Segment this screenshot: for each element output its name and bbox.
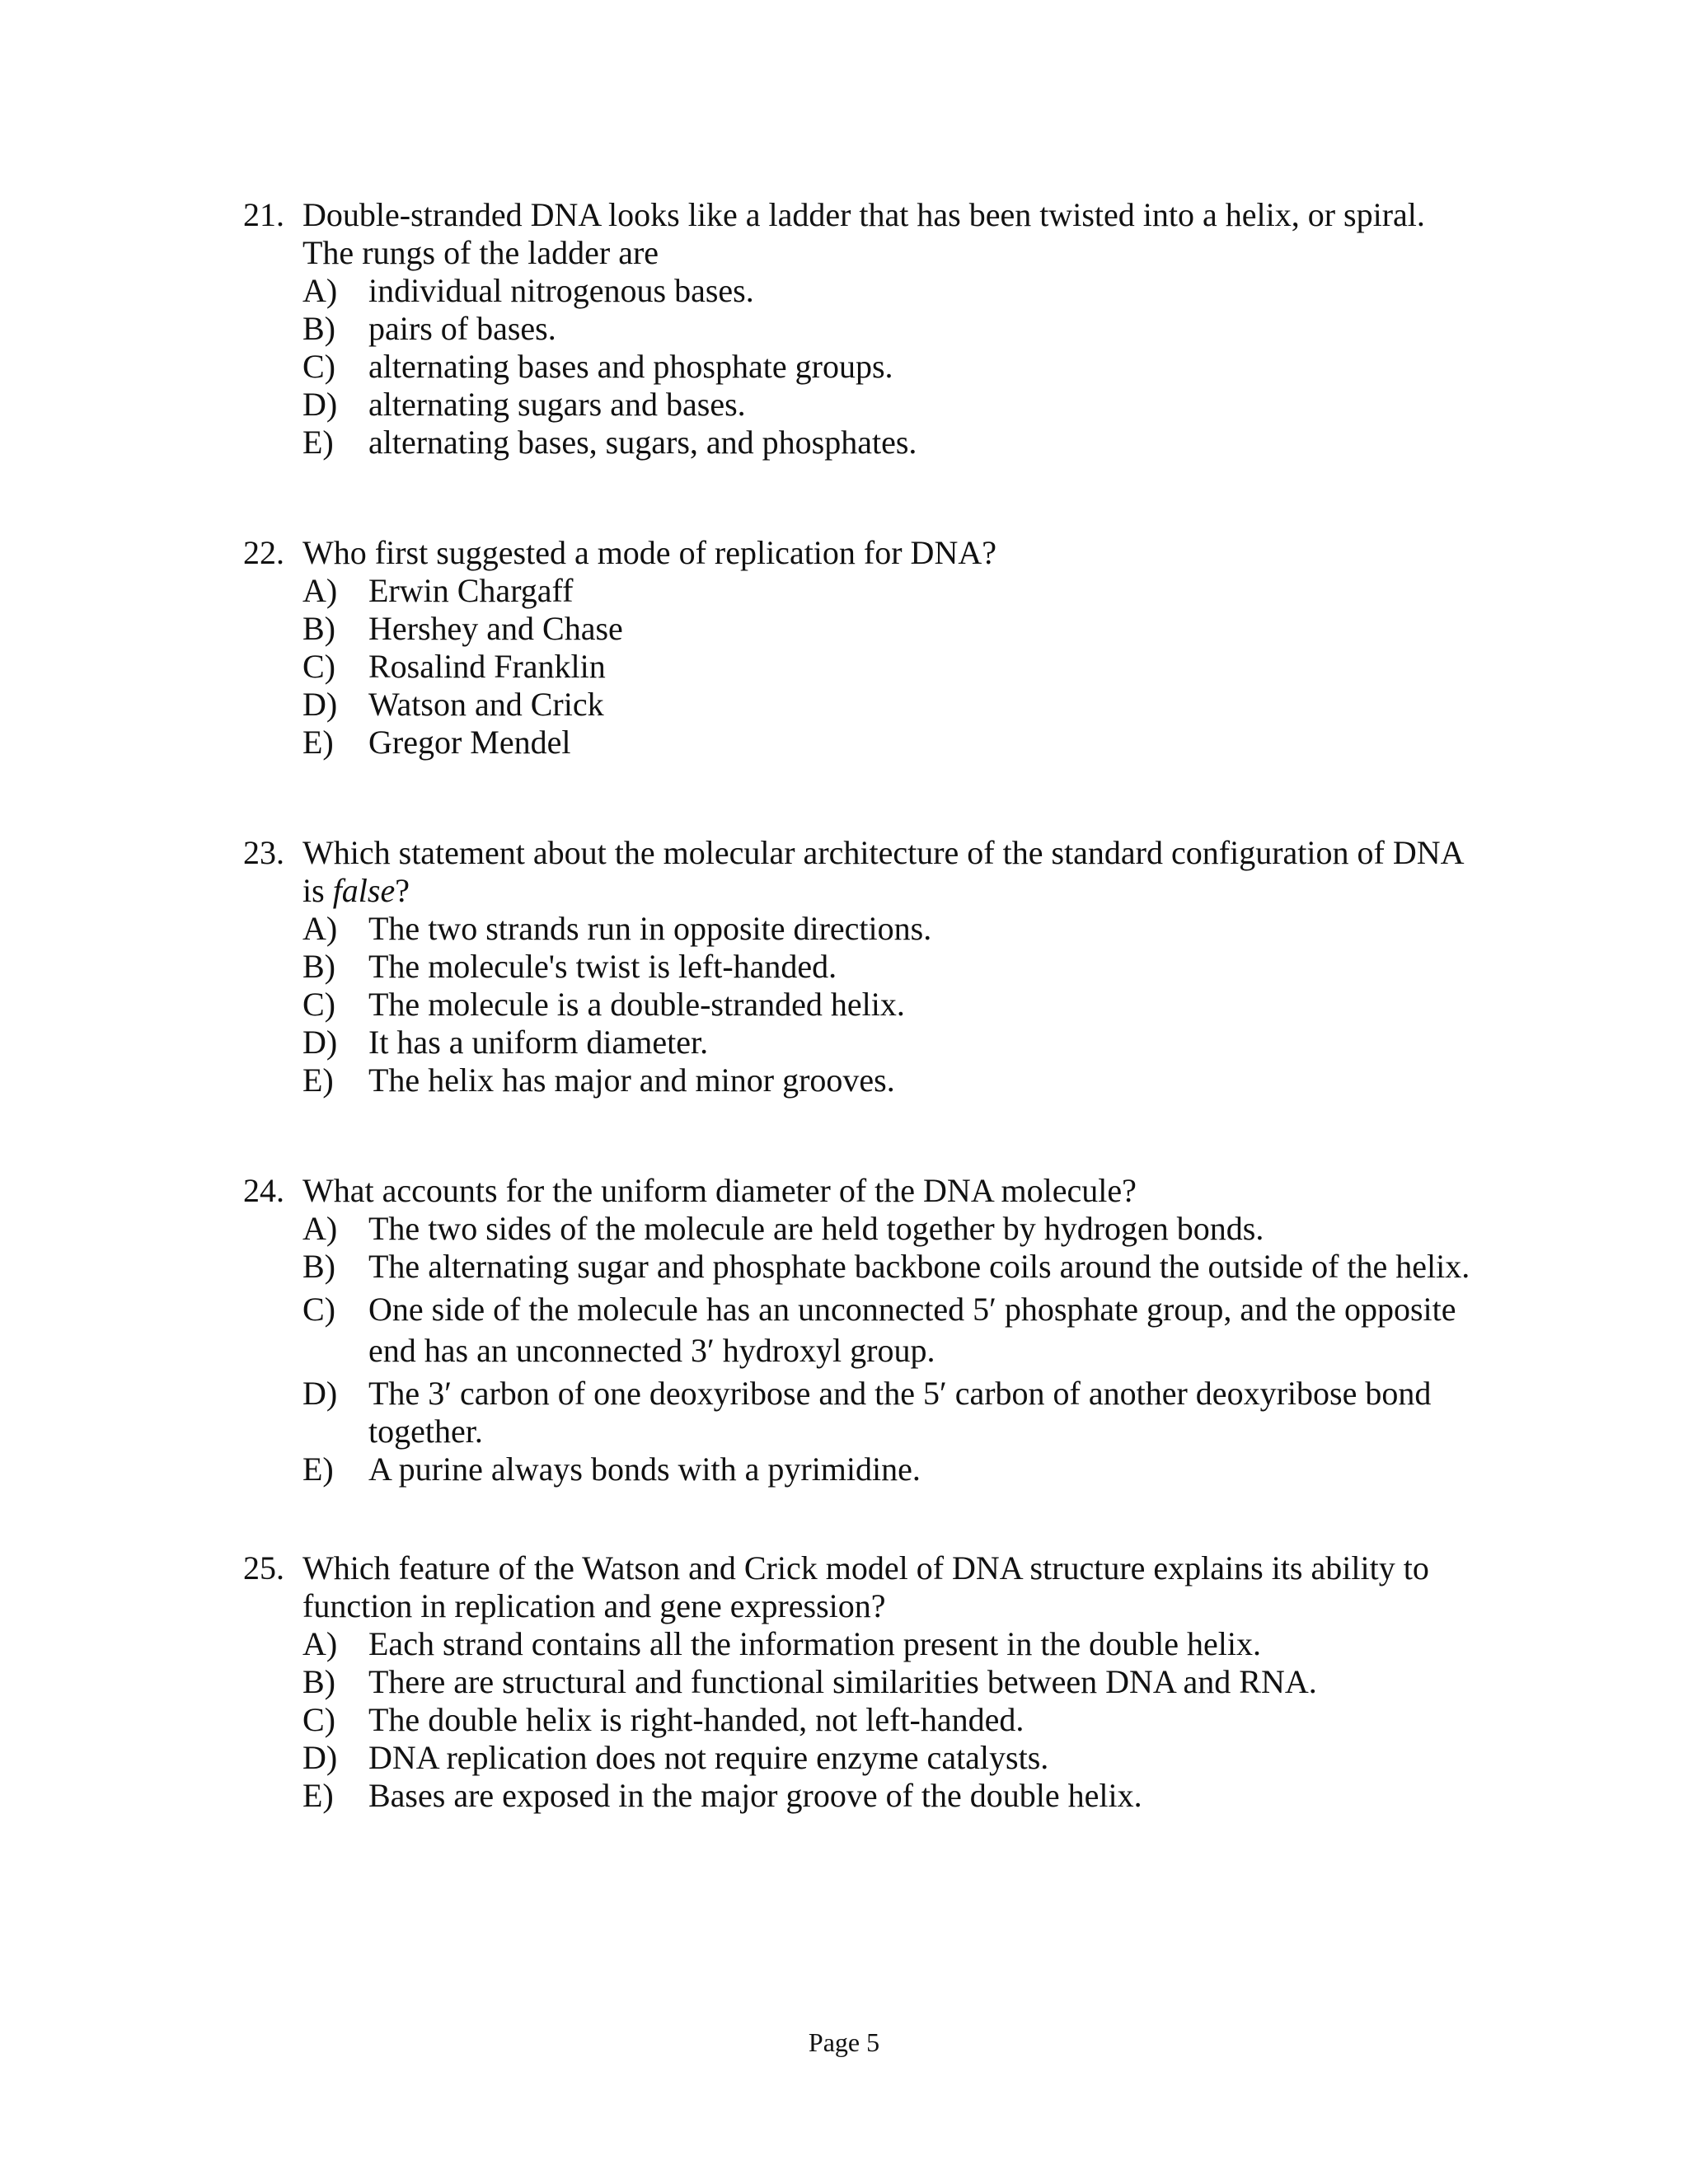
option-c	[243, 348, 1479, 386]
option-letter: E)	[302, 1777, 334, 1814]
option-letter: B)	[302, 610, 335, 647]
option-d	[243, 1739, 1479, 1777]
option-letter: A)	[302, 272, 338, 309]
option-text: alternating sugars and bases.	[368, 386, 746, 423]
option-letter: C)	[302, 986, 335, 1023]
question-number: 25.	[243, 1549, 284, 1586]
option-letter: A)	[302, 910, 338, 947]
option-text: alternating bases and phosphate groups.	[368, 348, 893, 385]
option-letter: B)	[302, 948, 335, 985]
option-letter: A)	[302, 1210, 338, 1247]
question-stem	[243, 834, 1479, 910]
option-b	[243, 310, 1479, 348]
option-letter: D)	[302, 1375, 338, 1412]
question-text: Who first suggested a mode of replication for DNA?	[302, 534, 996, 571]
option-letter: C)	[302, 1291, 335, 1328]
option-e	[243, 1062, 1479, 1099]
option-text: A purine always bonds with a pyrimidine.	[368, 1451, 921, 1488]
option-a	[243, 1625, 1479, 1663]
question-22	[243, 534, 1479, 762]
question-23	[243, 834, 1479, 1099]
option-d	[243, 386, 1479, 424]
option-letter: E)	[302, 724, 334, 761]
question-stem	[243, 1549, 1479, 1625]
question-24	[243, 1172, 1479, 1488]
option-d	[243, 686, 1479, 724]
option-text: The molecule's twist is left-handed.	[368, 948, 837, 985]
page-number: Page 5	[808, 2027, 880, 2057]
option-d	[243, 1024, 1479, 1062]
option-letter: D)	[302, 1739, 338, 1776]
option-b	[243, 1663, 1479, 1701]
option-a	[243, 910, 1479, 948]
option-letter: A)	[302, 572, 338, 609]
option-letter: D)	[302, 1024, 338, 1061]
option-text: individual nitrogenous bases.	[368, 272, 754, 309]
option-text: Gregor Mendel	[368, 724, 571, 761]
question-text-part: Which statement about the molecular architecture of the standard configuration of DNA is	[302, 834, 1463, 909]
option-e	[243, 724, 1479, 762]
option-text: Each strand contains all the information present in the double helix.	[368, 1625, 1262, 1662]
option-text: Erwin Chargaff	[368, 572, 574, 609]
option-a	[243, 1210, 1479, 1248]
option-letter: E)	[302, 424, 334, 461]
option-list	[243, 272, 1479, 462]
option-text: The molecule is a double-stranded helix.	[368, 986, 905, 1023]
question-stem	[243, 1172, 1479, 1210]
emphasized-word: false	[332, 872, 396, 909]
option-text: Rosalind Franklin	[368, 648, 606, 685]
option-text: One side of the molecule has an unconnected 5′ phosphate group, and the opposite end has an unconnected 3′ hydroxyl group.	[368, 1291, 1456, 1369]
option-c	[243, 1701, 1479, 1739]
option-a	[243, 572, 1479, 610]
option-c	[243, 648, 1479, 686]
option-letter: B)	[302, 1248, 335, 1285]
option-b	[243, 610, 1479, 648]
option-text: Watson and Crick	[368, 686, 604, 723]
option-text: The 3′ carbon of one deoxyribose and the 5′ carbon of another deoxyribose bond together.	[368, 1375, 1432, 1450]
question-number: 22.	[243, 534, 284, 571]
option-list	[243, 910, 1479, 1099]
option-a	[243, 272, 1479, 310]
option-letter: D)	[302, 686, 338, 723]
question-text: Which feature of the Watson and Crick model of DNA structure explains its ability to function in replication and gene expression?	[302, 1549, 1429, 1624]
option-letter: E)	[302, 1451, 334, 1488]
option-letter: A)	[302, 1625, 338, 1662]
option-c	[243, 986, 1479, 1024]
option-letter: C)	[302, 348, 335, 385]
option-text: DNA replication does not require enzyme catalysts.	[368, 1739, 1049, 1776]
question-stem	[243, 196, 1479, 272]
option-text: The helix has major and minor grooves.	[368, 1062, 895, 1099]
question-text	[302, 834, 1462, 909]
option-e	[243, 424, 1479, 462]
option-list	[243, 1625, 1479, 1815]
option-text: There are structural and functional similarities between DNA and RNA.	[368, 1663, 1317, 1700]
option-letter: C)	[302, 648, 335, 685]
option-text: The two strands run in opposite directions.	[368, 910, 932, 947]
option-text: pairs of bases.	[368, 310, 556, 347]
option-e	[243, 1451, 1479, 1488]
option-b	[243, 1248, 1479, 1286]
option-d	[243, 1375, 1479, 1451]
option-c	[243, 1289, 1479, 1371]
option-text: The alternating sugar and phosphate backbone coils around the outside of the helix.	[368, 1248, 1470, 1285]
option-text: alternating bases, sugars, and phosphates.	[368, 424, 917, 461]
option-text: It has a uniform diameter.	[368, 1024, 709, 1061]
question-stem	[243, 534, 1479, 572]
question-text-part: ?	[395, 872, 410, 909]
option-list	[243, 572, 1479, 762]
option-list	[243, 1210, 1479, 1488]
option-text: The two sides of the molecule are held together by hydrogen bonds.	[368, 1210, 1264, 1247]
option-letter: D)	[302, 386, 338, 423]
option-text: The double helix is right-handed, not left-handed.	[368, 1701, 1025, 1738]
question-number: 23.	[243, 834, 284, 871]
option-text: Hershey and Chase	[368, 610, 623, 647]
option-b	[243, 948, 1479, 986]
option-letter: E)	[302, 1062, 334, 1099]
question-25	[243, 1549, 1479, 1815]
option-letter: B)	[302, 1663, 335, 1700]
question-21	[243, 196, 1479, 462]
option-letter: C)	[302, 1701, 335, 1738]
option-text: Bases are exposed in the major groove of the double helix.	[368, 1777, 1142, 1814]
question-number: 24.	[243, 1172, 284, 1209]
question-text: What accounts for the uniform diameter of the DNA molecule?	[302, 1172, 1137, 1209]
option-letter: B)	[302, 310, 335, 347]
option-e	[243, 1777, 1479, 1815]
question-number: 21.	[243, 196, 284, 233]
question-text: Double-stranded DNA looks like a ladder that has been twisted into a helix, or spiral. The rungs of the ladder are	[302, 196, 1425, 271]
